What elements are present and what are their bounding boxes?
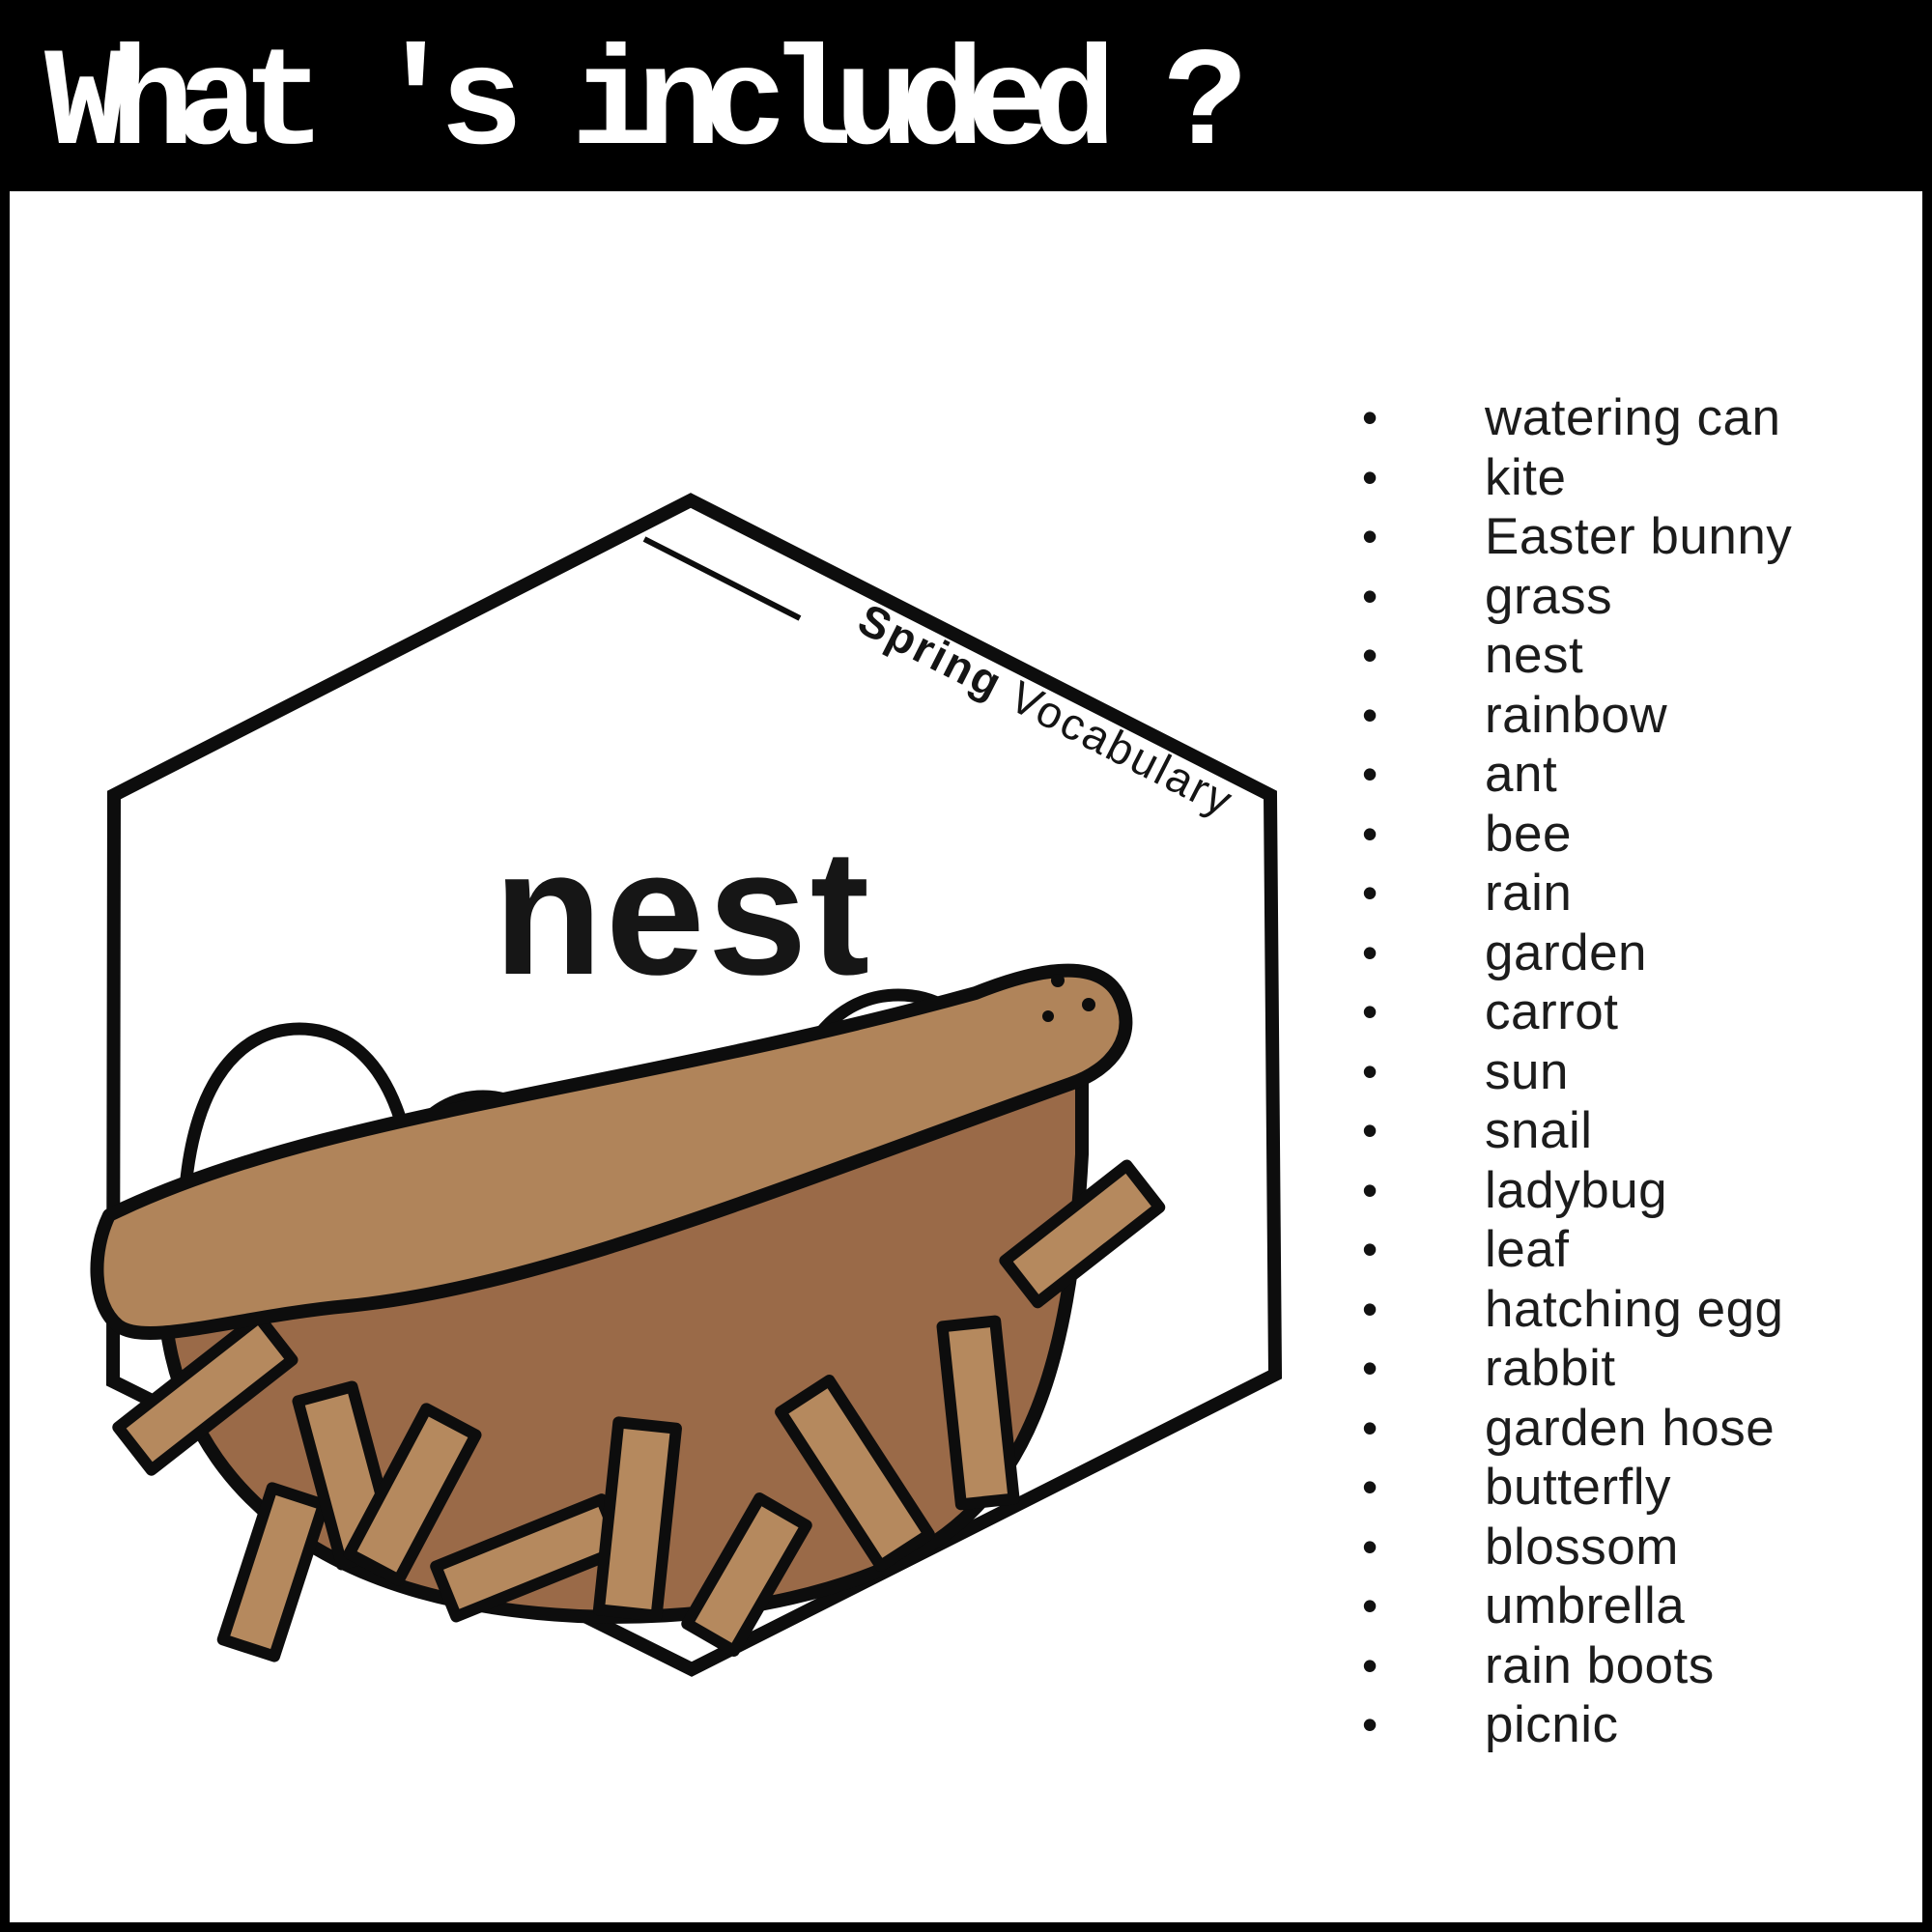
bullet-icon: • — [1362, 1639, 1378, 1690]
card-label-vocabulary: Vocabulary — [988, 664, 1242, 827]
page-title: What 's included ? — [44, 26, 1230, 185]
bullet-icon: • — [1362, 1283, 1378, 1334]
bullet-icon: • — [1362, 689, 1378, 740]
list-item — [1348, 448, 1889, 508]
bullet-icon: • — [1362, 808, 1378, 859]
list-item — [1348, 1101, 1889, 1161]
list-item-label: rain boots — [1485, 1636, 1715, 1694]
list-item — [1348, 1399, 1889, 1459]
list-item — [1348, 1280, 1889, 1340]
list-item-label: ant — [1485, 746, 1558, 803]
list-item-label: ladybug — [1485, 1161, 1668, 1219]
card-word: nest — [493, 813, 873, 1012]
list-item-label: blossom — [1485, 1518, 1679, 1576]
bullet-icon: • — [1362, 1580, 1378, 1631]
list-item-label: nest — [1485, 627, 1584, 684]
list-item-label: snail — [1485, 1102, 1593, 1159]
list-item — [1348, 982, 1889, 1042]
list-item-label: kite — [1485, 448, 1567, 506]
bullet-icon: • — [1362, 392, 1378, 442]
list-item-label: umbrella — [1485, 1577, 1686, 1634]
bullet-icon: • — [1362, 986, 1378, 1037]
list-item — [1348, 626, 1889, 686]
bullet-icon: • — [1362, 630, 1378, 680]
list-item-label: garden — [1485, 923, 1648, 981]
bullet-icon: • — [1362, 1045, 1378, 1096]
list-item — [1348, 745, 1889, 805]
list-item-label: sun — [1485, 1042, 1569, 1100]
list-item — [1348, 507, 1889, 567]
bullet-icon: • — [1362, 1462, 1378, 1512]
list-item — [1348, 1636, 1889, 1696]
list-item — [1348, 923, 1889, 983]
list-item-label: carrot — [1485, 983, 1619, 1040]
list-item — [1348, 1695, 1889, 1755]
included-words-list — [1348, 388, 1889, 1755]
list-item — [1348, 388, 1889, 448]
list-item-label: rain — [1485, 865, 1573, 922]
card-label-spring: Spring — [850, 593, 1012, 709]
bullet-icon: • — [1362, 1164, 1378, 1215]
bullet-icon: • — [1362, 1224, 1378, 1274]
list-item — [1348, 1161, 1889, 1221]
list-item — [1348, 1220, 1889, 1280]
list-item-label: bee — [1485, 805, 1572, 863]
list-item — [1348, 1339, 1889, 1399]
nest-illustration — [97, 971, 1159, 1657]
bullet-icon: • — [1362, 451, 1378, 502]
list-item — [1348, 1458, 1889, 1518]
list-item — [1348, 864, 1889, 923]
list-item-label: rabbit — [1485, 1340, 1616, 1397]
list-item — [1348, 686, 1889, 746]
bullet-icon: • — [1362, 926, 1378, 978]
list-item-label: leaf — [1485, 1221, 1570, 1278]
bullet-icon: • — [1362, 867, 1378, 918]
list-item-label: rainbow — [1485, 686, 1668, 744]
bullet-icon: • — [1362, 511, 1378, 561]
bullet-icon: • — [1362, 1402, 1378, 1453]
list-item-label: hatching egg — [1485, 1280, 1784, 1338]
list-item-label: butterfly — [1485, 1459, 1672, 1516]
bullet-icon: • — [1362, 1105, 1378, 1155]
list-item-label: garden hose — [1485, 1399, 1776, 1457]
bullet-icon: • — [1362, 1699, 1378, 1749]
bullet-icon: • — [1362, 1520, 1378, 1572]
bullet-icon: • — [1362, 749, 1378, 799]
bullet-icon: • — [1362, 570, 1378, 621]
list-item-label: grass — [1485, 567, 1613, 625]
list-item-label: Easter bunny — [1485, 508, 1793, 565]
list-item — [1348, 805, 1889, 865]
list-item — [1348, 1042, 1889, 1102]
bullet-icon: • — [1362, 1343, 1378, 1393]
list-item — [1348, 1518, 1889, 1577]
list-item-label: watering can — [1485, 389, 1781, 446]
list-item-label: picnic — [1485, 1696, 1619, 1753]
list-item — [1348, 567, 1889, 627]
list-item — [1348, 1577, 1889, 1636]
